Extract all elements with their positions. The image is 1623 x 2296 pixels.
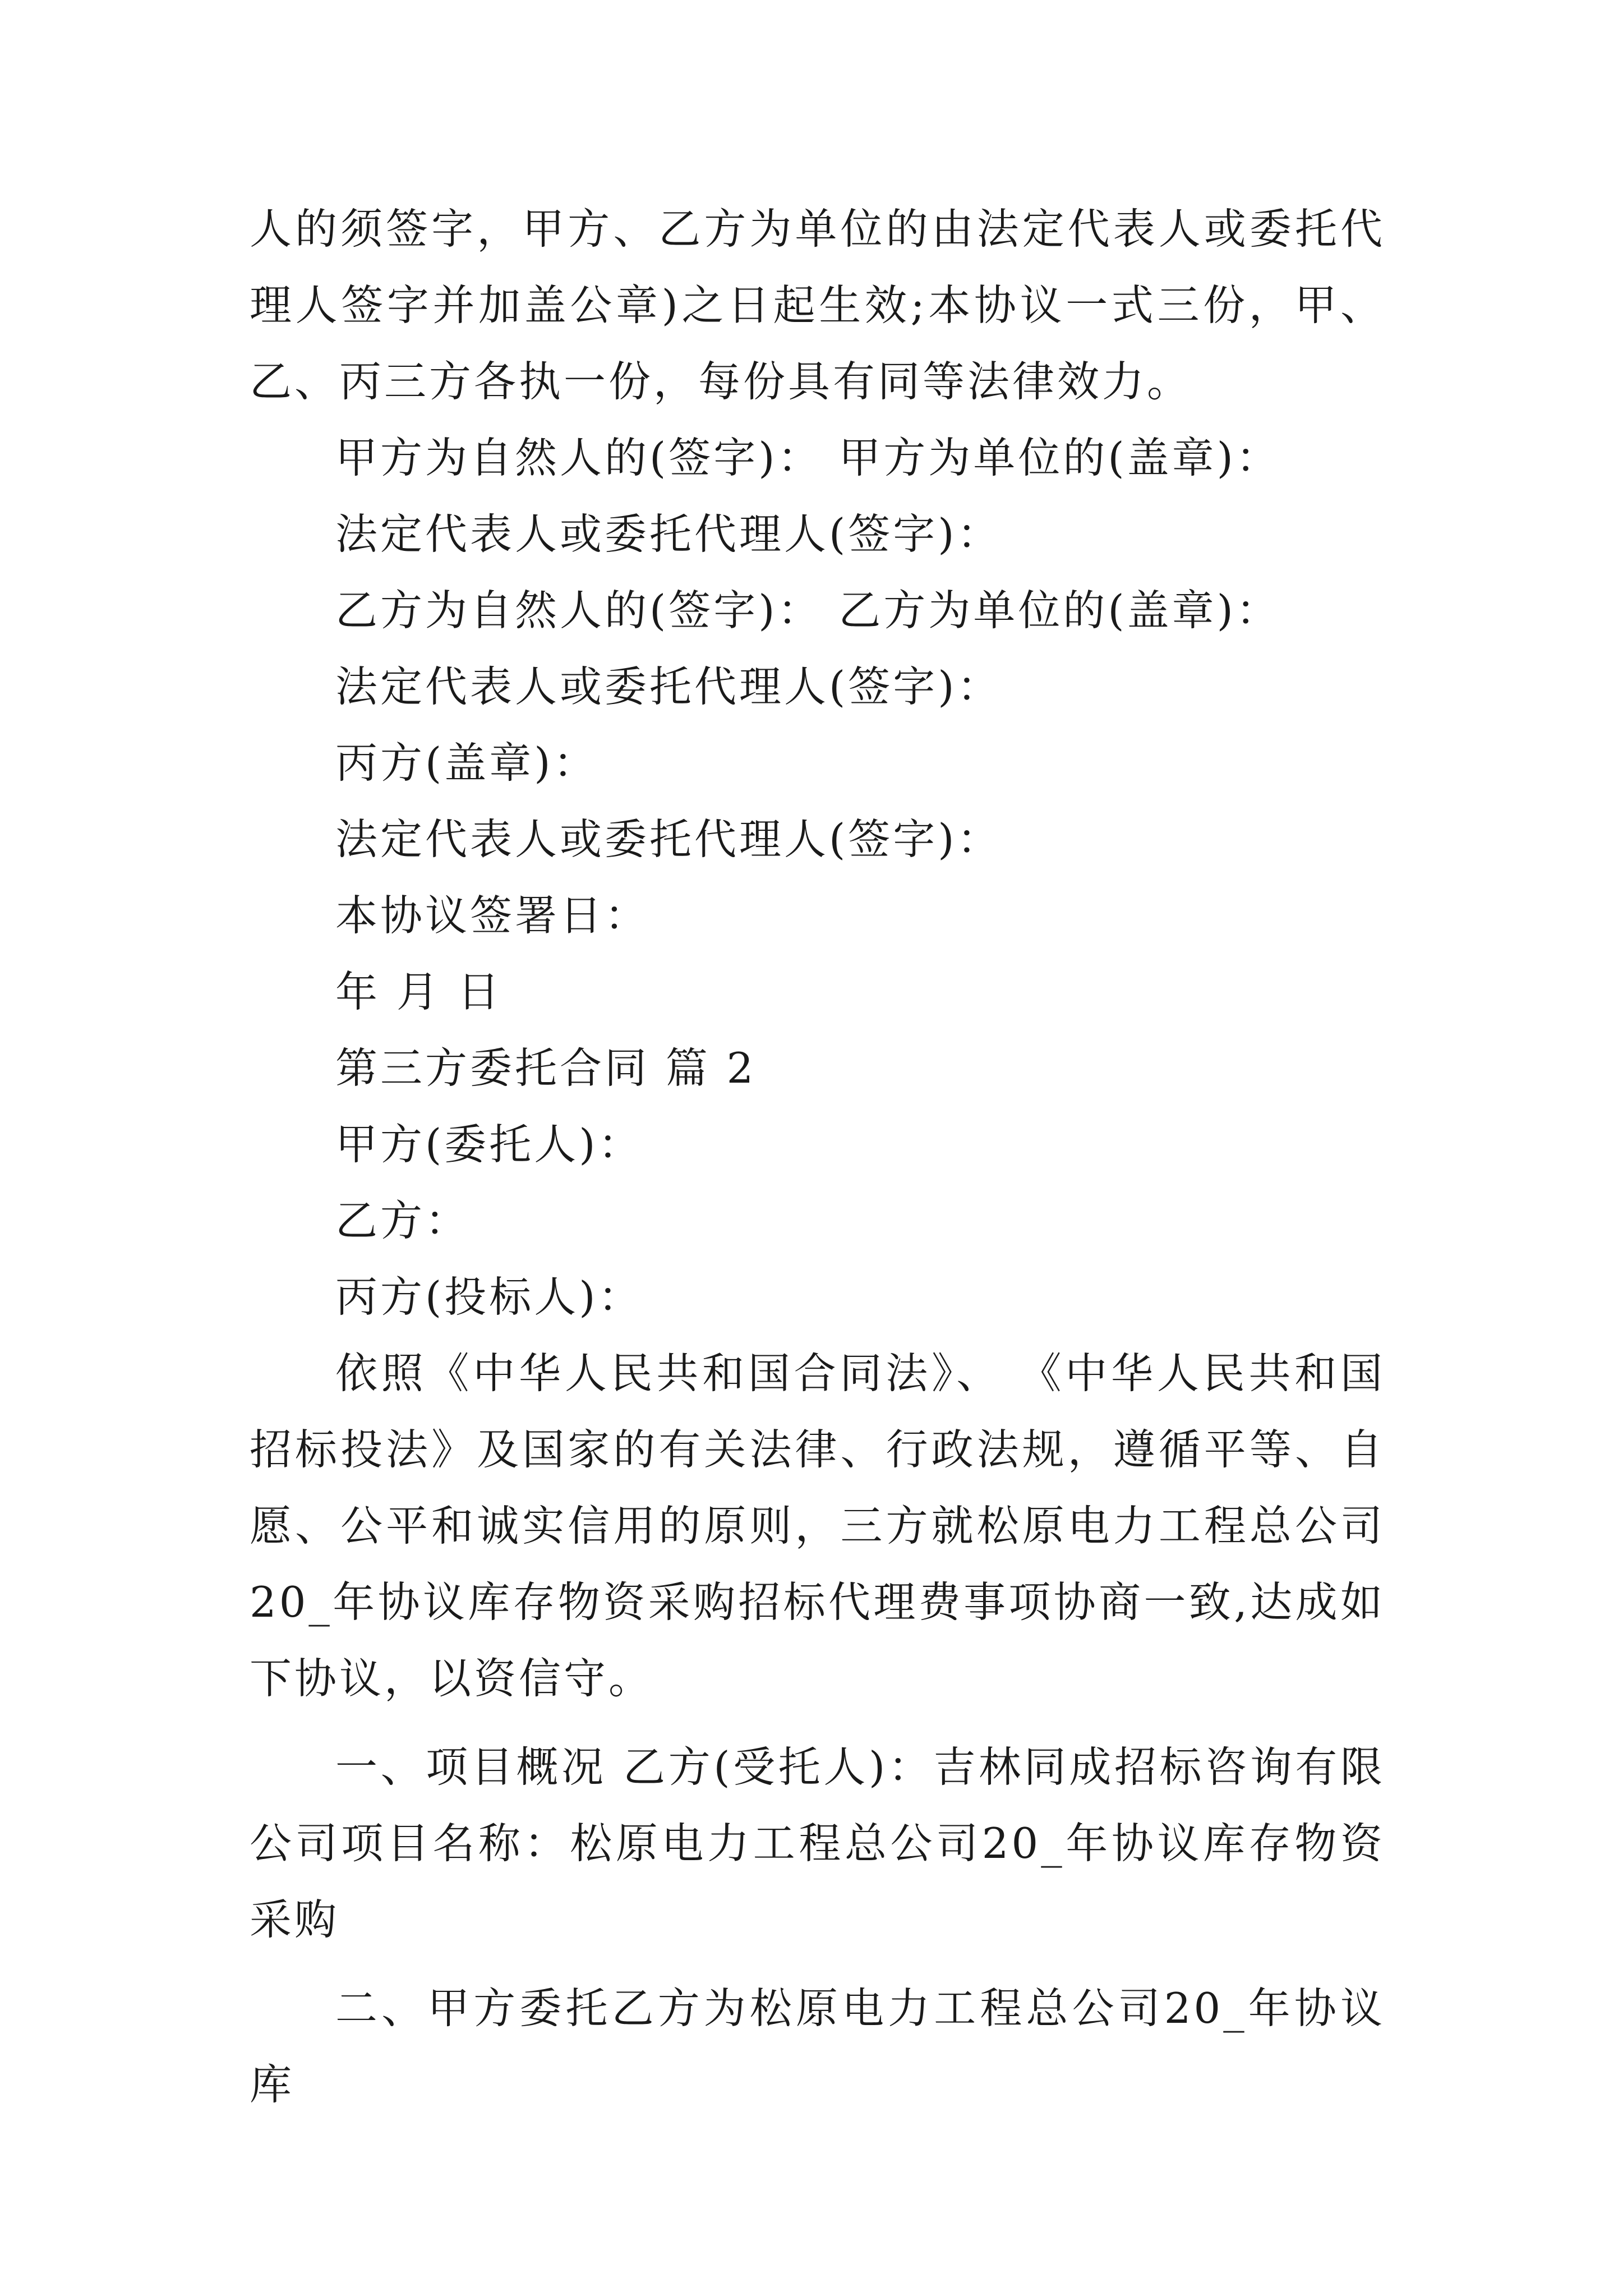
party-b-line: 乙方： <box>335 1196 471 1245</box>
section-heading: 第三方委托合同 篇 2 <box>335 1043 757 1093</box>
basis-paragraph: 依照《中华人民共和国合同法》、 《中华人民共和国招标投法》及国家的有关法律、行政法规，遵循平等、自愿、公平和诚实信用的原则，三方就松原电力工程总公司20_年协议库存物资采购招标代理费事项协商一致,达成如下协议，以资信守。 <box>250 1349 1385 1703</box>
party-c-representative-line: 法定代表人或委托代理人(签字)： <box>335 815 1002 864</box>
party-c-seal-line: 丙方(盖章)： <box>335 738 598 788</box>
party-b-representative-line: 法定代表人或委托代理人(签字)： <box>335 662 1002 711</box>
entrustment-paragraph: 二、甲方委托乙方为松原电力工程总公司20_年协议库 <box>250 1984 1385 2109</box>
party-c-bidder-line: 丙方(投标人)： <box>335 1272 643 1322</box>
document-body <box>250 191 1385 2123</box>
signing-date-label: 本协议签署日： <box>335 891 650 940</box>
party-b-signature-line: 乙方为自然人的(签字)： 乙方为单位的(盖章)： <box>335 586 1281 635</box>
party-a-signature-line: 甲方为自然人的(签字)： 甲方为单位的(盖章)： <box>335 433 1281 482</box>
date-line: 年 月 日 <box>335 967 502 1016</box>
contract-effect-paragraph: 人的须签字，甲方、乙方为单位的由法定代表人或委托代理人签字并加盖公章)之日起生效;本协议一式三份，甲、乙、丙三方各执一份，每份具有同等法律效力。 <box>250 204 1385 406</box>
party-a-representative-line: 法定代表人或委托代理人(签字)： <box>335 509 1002 559</box>
party-a-principal-line: 甲方(委托人)： <box>335 1120 643 1169</box>
project-overview-paragraph: 一、项目概况 乙方(受托人)：吉林同成招标咨询有限公司项目名称：松原电力工程总公司20_年协议库存物资采购 <box>250 1742 1385 1944</box>
